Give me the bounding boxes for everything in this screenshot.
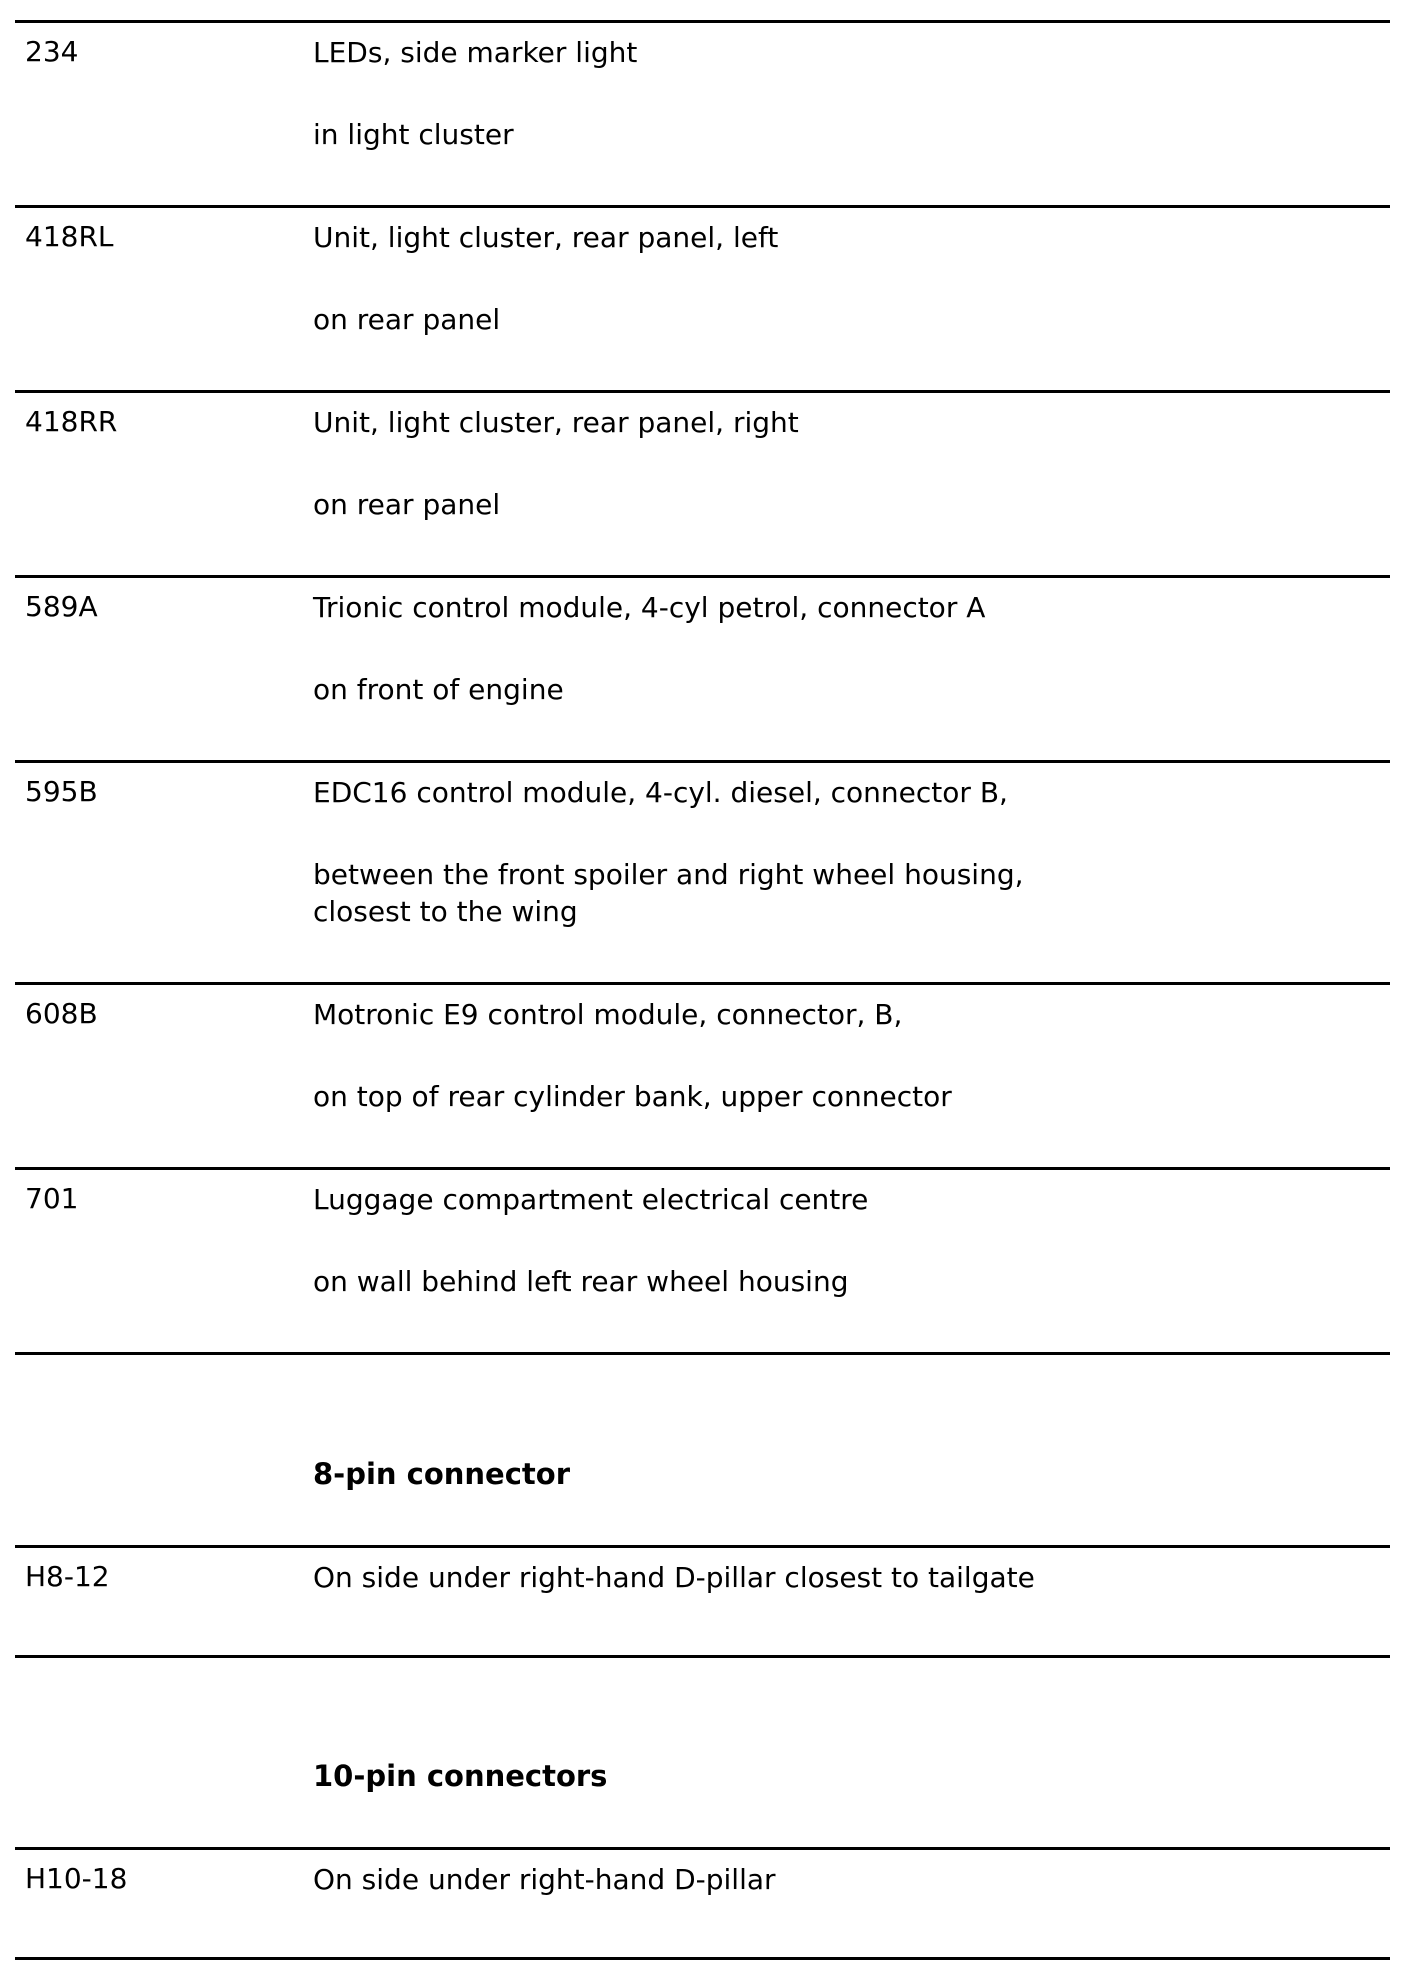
- component-location: on rear panel: [313, 488, 501, 521]
- table-divider: [15, 575, 1390, 578]
- component-location: in light cluster: [313, 118, 514, 151]
- component-code: 418RL: [25, 220, 114, 253]
- connector-location: On side under right-hand D-pillar closest to tailgate: [313, 1561, 1035, 1594]
- connector-location: On side under right-hand D-pillar: [313, 1863, 776, 1896]
- table-divider: [15, 205, 1390, 208]
- section-heading-10-pin: 10-pin connectors: [313, 1759, 608, 1793]
- component-code: 608B: [25, 997, 98, 1030]
- component-code: 589A: [25, 590, 98, 623]
- component-code: 701: [25, 1182, 79, 1215]
- table-divider: [15, 1545, 1390, 1548]
- table-divider: [15, 982, 1390, 985]
- component-location: between the front spoiler and right wheel housing,: [313, 858, 1024, 891]
- section-heading-8-pin: 8-pin connector: [313, 1457, 571, 1491]
- component-code: 595B: [25, 775, 98, 808]
- table-divider: [15, 1352, 1390, 1355]
- component-location: on front of engine: [313, 673, 564, 706]
- component-description: Motronic E9 control module, connector, B,: [313, 998, 903, 1031]
- table-divider: [15, 760, 1390, 763]
- table-divider: [15, 1847, 1390, 1850]
- table-divider: [15, 390, 1390, 393]
- table-divider: [15, 20, 1390, 23]
- table-divider: [15, 1655, 1390, 1658]
- component-location: on top of rear cylinder bank, upper connector: [313, 1080, 952, 1113]
- component-code: 418RR: [25, 405, 118, 438]
- component-location-continued: closest to the wing: [313, 895, 578, 928]
- component-description: LEDs, side marker light: [313, 36, 638, 69]
- connector-code: H10-18: [25, 1862, 128, 1895]
- component-description: Luggage compartment electrical centre: [313, 1183, 869, 1216]
- component-description: Trionic control module, 4-cyl petrol, connector A: [313, 591, 986, 624]
- table-divider: [15, 1167, 1390, 1170]
- component-description: Unit, light cluster, rear panel, right: [313, 406, 799, 439]
- component-code: 234: [25, 35, 79, 68]
- component-location: on wall behind left rear wheel housing: [313, 1265, 849, 1298]
- component-location: on rear panel: [313, 303, 501, 336]
- table-divider: [15, 1957, 1390, 1960]
- connector-code: H8-12: [25, 1560, 110, 1593]
- component-description: EDC16 control module, 4-cyl. diesel, connector B,: [313, 776, 1008, 809]
- component-description: Unit, light cluster, rear panel, left: [313, 221, 779, 254]
